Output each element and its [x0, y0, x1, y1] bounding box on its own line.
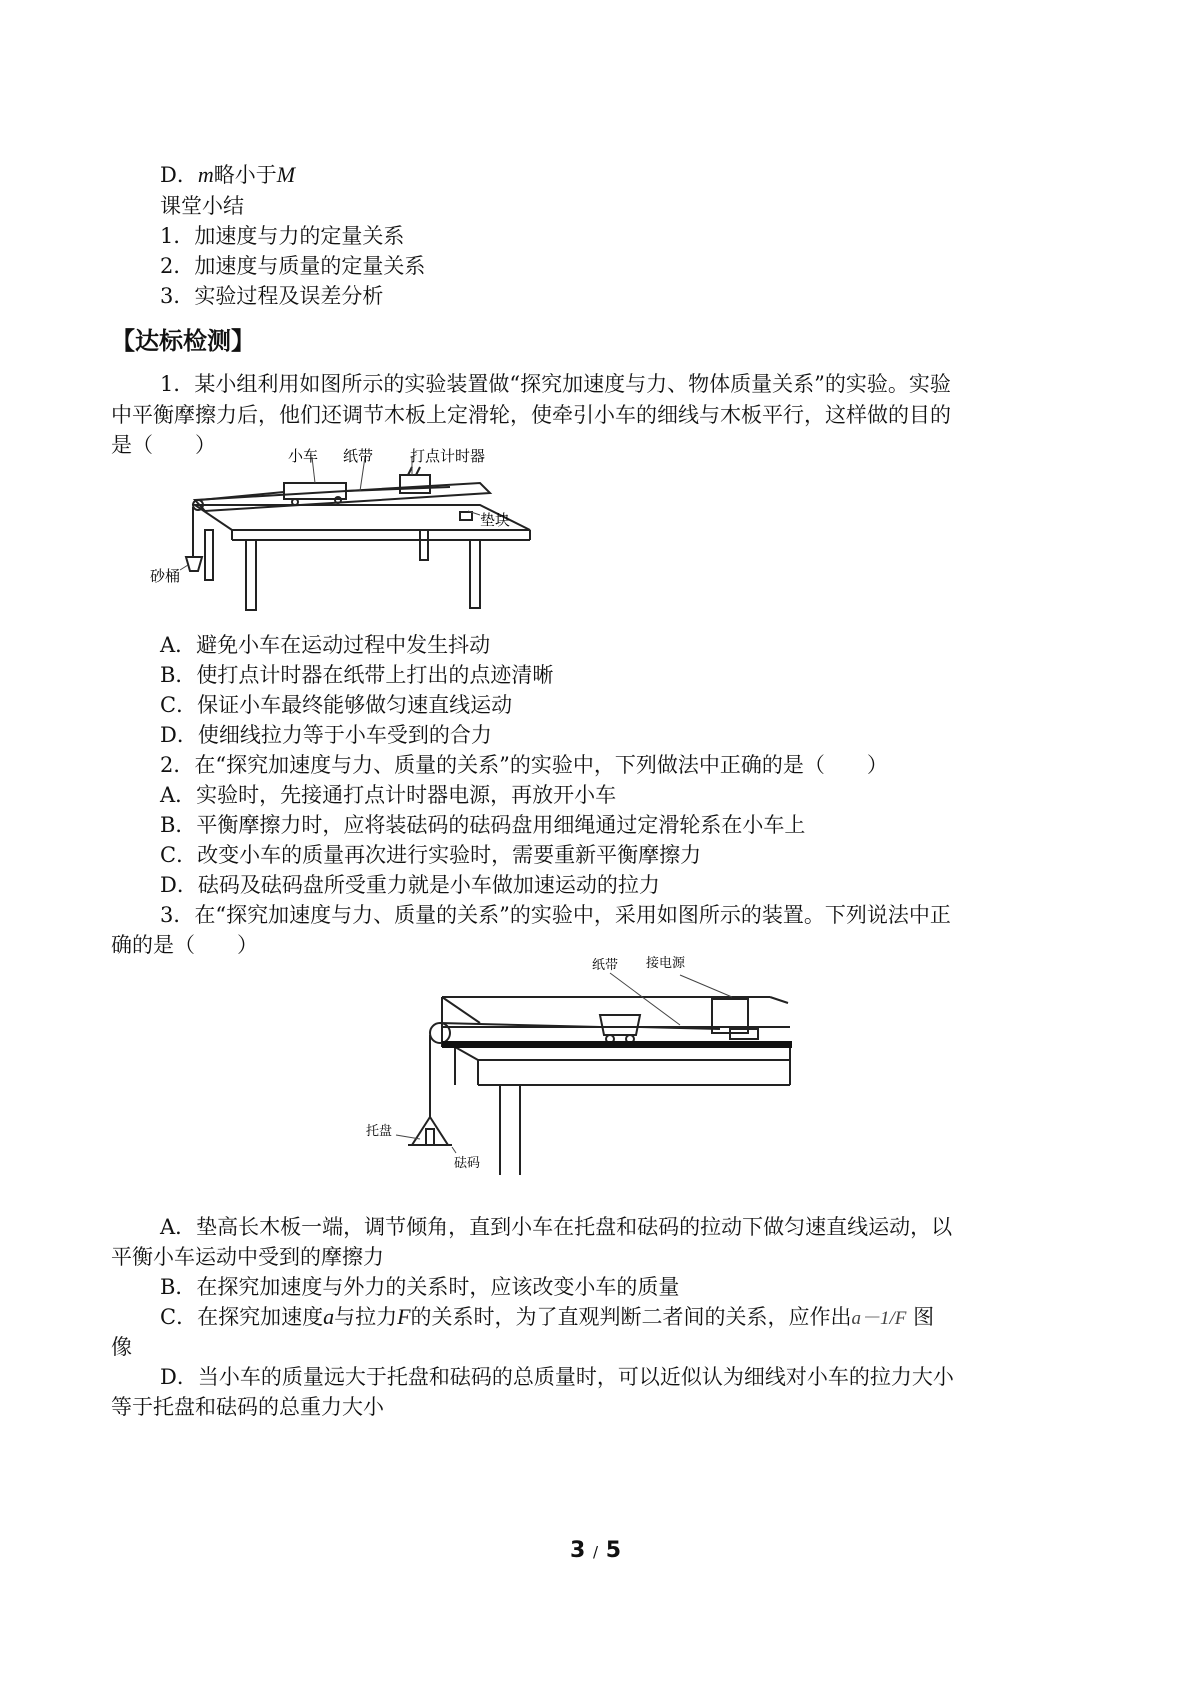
- q2-stem: 2．在“探究加速度与力、质量的关系”的实验中，下列做法中正确的是（ ）: [160, 753, 888, 777]
- q1-option-b: B．使打点计时器在纸带上打出的点迹清晰: [160, 663, 554, 687]
- q3-label-weight: 砝码: [454, 1156, 481, 1171]
- q3-stem-line1: 3．在“探究加速度与力、质量的关系”的实验中，采用如图所示的装置。下列说法中正: [160, 903, 951, 927]
- q3-option-d-line2: 等于托盘和砝码的总重力大小: [111, 1395, 384, 1419]
- q3-label-power: 接电源: [646, 956, 686, 971]
- q1-option-a: A．避免小车在运动过程中发生抖动: [160, 633, 491, 657]
- q1-apparatus-figure: [150, 445, 550, 625]
- q1-option-c: C．保证小车最终能够做匀速直线运动: [160, 693, 513, 717]
- q3-option-a-line2: 平衡小车运动中受到的摩擦力: [111, 1245, 384, 1269]
- q1-stem-line1: 1．某小组利用如图所示的实验装置做“探究加速度与力、物体质量关系”的实验。实验: [160, 372, 951, 396]
- q2-option-d: D．砝码及砝码盘所受重力就是小车做加速运动的拉力: [160, 873, 660, 897]
- var-M: M: [276, 162, 296, 187]
- q1-stem-line3: 是（ ）: [111, 433, 216, 457]
- var-m: m: [197, 162, 214, 187]
- summary-item: 2．加速度与质量的定量关系: [160, 254, 426, 278]
- q2-option-c: C．改变小车的质量再次进行实验时，需要重新平衡摩擦力: [160, 843, 702, 867]
- q3-option-c-line2: 像: [111, 1335, 132, 1359]
- q3-option-b: B．在探究加速度与外力的关系时，应该改变小车的质量: [160, 1275, 680, 1299]
- q1-label-block: 垫块: [480, 511, 511, 529]
- var-a: a: [323, 1304, 335, 1329]
- q1-label-tape: 纸带: [343, 447, 374, 465]
- q1-option-d: D．使细线拉力等于小车受到的合力: [160, 723, 492, 747]
- summary-title: 课堂小结: [160, 194, 244, 218]
- option-label: D．: [160, 163, 198, 187]
- prev-option-d: [160, 160, 295, 190]
- section-heading: 【达标检测】: [111, 327, 255, 355]
- q3-stem-line2: 确的是（ ）: [111, 933, 258, 957]
- q3-apparatus-figure: [360, 955, 800, 1180]
- q1-label-bucket: 砂桶: [150, 567, 181, 585]
- option-text: C．在探究加速度: [160, 1305, 324, 1329]
- page-current: 3: [569, 1538, 586, 1563]
- formula-a-vs-inverse-F: a－1/F: [851, 1308, 907, 1329]
- var-F: F: [397, 1304, 411, 1329]
- summary-item: 1．加速度与力的定量关系: [160, 224, 405, 248]
- page-total: 5: [605, 1538, 622, 1563]
- q1-label-car: 小车: [288, 447, 319, 465]
- q3-label-tape: 纸带: [592, 958, 619, 973]
- page-separator: /: [592, 1543, 599, 1561]
- option-text: 的关系时，为了直观判断二者间的关系，应作出: [410, 1305, 852, 1329]
- option-text: 图: [913, 1305, 935, 1329]
- q3-option-d-line1: D．当小车的质量远大于托盘和砝码的总质量时，可以近似认为细线对小车的拉力大小: [160, 1365, 954, 1389]
- option-text: 略小于: [213, 163, 277, 187]
- q2-option-b: B．平衡摩擦力时，应将装砝码的砝码盘用细绳通过定滑轮系在小车上: [160, 813, 806, 837]
- q2-option-a: A．实验时，先接通打点计时器电源，再放开小车: [160, 783, 617, 807]
- q1-label-timer: 打点计时器: [410, 447, 486, 465]
- q3-option-a-line1: A．垫高长木板一端，调节倾角，直到小车在托盘和砝码的拉动下做匀速直线运动，以: [160, 1215, 953, 1239]
- q3-option-c-line1: [160, 1302, 934, 1334]
- summary-item: 3．实验过程及误差分析: [160, 284, 384, 308]
- q3-label-tray: 托盘: [366, 1124, 393, 1139]
- q1-stem-line2: 中平衡摩擦力后，他们还调节木板上定滑轮，使牵引小车的细线与木板平行，这样做的目的: [111, 403, 951, 427]
- page-number: [0, 1538, 1191, 1563]
- option-text: 与拉力: [334, 1305, 398, 1329]
